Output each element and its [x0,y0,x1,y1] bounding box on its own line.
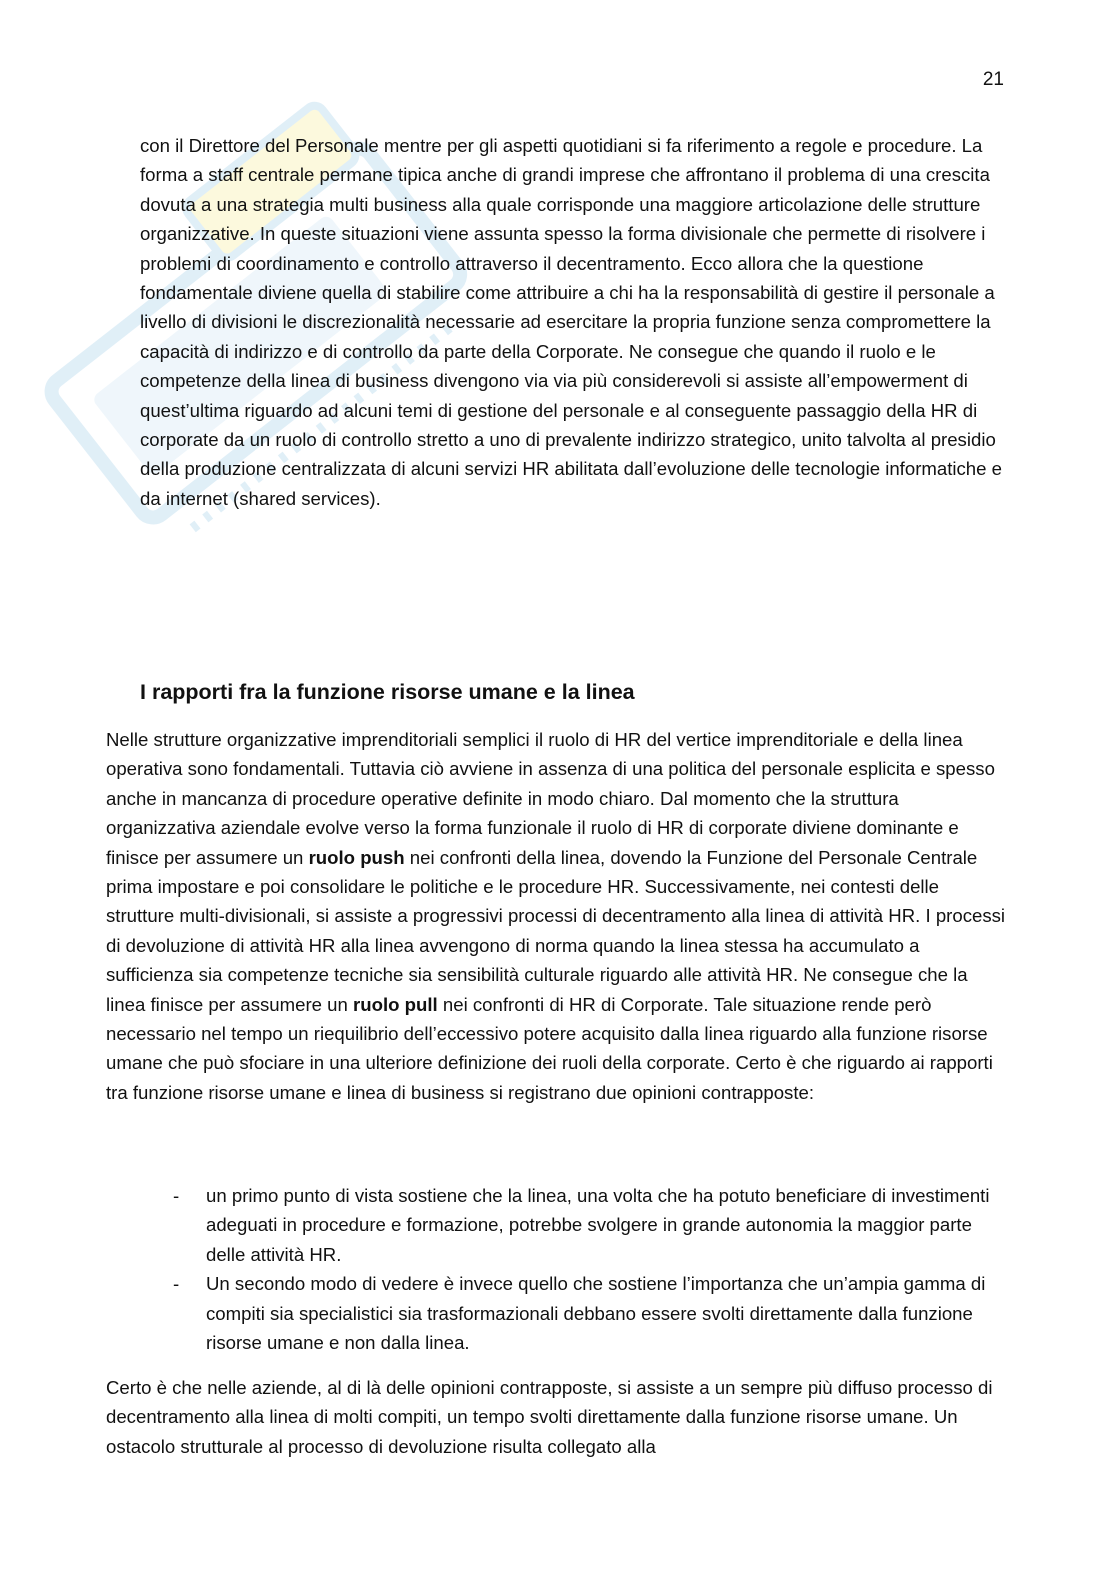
list-item-text: un primo punto di vista sostiene che la linea, una volta che ha potuto beneficiare di investimenti adeguati in procedure e formazione, potrebbe svolgere in grande autonomia la maggior parte delle attività HR. [206,1185,990,1265]
paragraph-text: Nelle strutture organizzative imprenditoriali semplici il ruolo di HR del vertice imprenditoriale e della linea operativa sono fondamentali. Tuttavia ciò avviene in assenza di una politica del personale esplicita e spesso anche in mancanza di procedure operative definite in modo chiaro. Dal momento che la struttura organizzativa aziendale evolve verso la forma funzionale il ruolo di HR di corporate diviene dominante e finisce per assumere un [106,729,995,868]
page-number: 21 [982,69,1004,90]
section-heading: I rapporti fra la funzione risorse umane e la linea [140,680,635,704]
list-item [106,1269,1010,1357]
list-item [106,1181,1010,1269]
paragraph-text: nei confronti della linea, dovendo la Funzione del Personale Centrale prima impostare e poi consolidare le politiche e le procedure HR. Successivamente, nei contesti delle strutture multi-divisionali, si assiste a progressivi processi di decentramento alla linea di attività HR. I processi di devoluzione di attività HR alla linea avvengono di norma quando la linea stessa ha accumulato a sufficienza sia competenze tecniche sia sensibilità culturale riguardo alle attività HR. Ne consegue che la linea finisce per assumere un [106,846,1006,1015]
paragraph-text: nei confronti di HR di Corporate. Tale situazione rende però necessario nel tempo un riequilibrio dell’eccessivo potere acquisito dalla linea riguardo alla funzione risorse umane che può sfociare in una ulteriore definizione dei ruoli della corporate. Certo è che riguardo ai rapporti tra funzione risorse umane e linea di business si registrano due opinioni contrapposte: [106,993,993,1103]
list-marker: - [173,1185,180,1206]
paragraph-intro [106,725,1010,1107]
bold-term-pull: ruolo pull [353,993,438,1015]
list-marker: - [173,1273,180,1295]
paragraph-closing: Certo è che nelle aziende, al di là delle opinioni contrapposte, si assiste a un sempre più diffuso processo di decentramento alla linea di molti compiti, un tempo svolti direttamente dalla funzione risorse umane. Un ostacolo strutturale al processo di devoluzione risulta collegato alla [106,1377,993,1457]
paragraph-continued: con il Direttore del Personale mentre per gli aspetti quotidiani si fa riferimento a regole e procedure. La forma a staff centrale permane tipica anche di grandi imprese che affrontano il problema di una crescita dovuta a una strategia multi business alla quale corrisponde una maggiore articolazione delle strutture organizzative. In queste situazioni viene assunta spesso la forma divisionale che permette di risolvere i problemi di coordinamento e controllo attraverso il decentramento. Ecco allora che la questione fondamentale diviene quella di stabilire come attribuire a chi ha la responsabilità di gestire il personale a livello di divisioni le discrezionalità necessarie ad esercitare la propria funzione senza compromettere la capacità di indirizzo e di controllo da parte della Corporate. Ne consegue che quando il ruolo e le competenze della linea di business divengono via via più considerevoli si assiste all’empowerment di quest’ultima riguardo ad alcuni temi di gestione del personale e al conseguente passaggio della HR di corporate da un ruolo di controllo stretto a uno di prevalente indirizzo strategico, unito talvolta al presidio della produzione centralizzata di alcuni servizi HR abilitata dall’evoluzione delle tecnologie informatiche e da internet (shared services). [140,135,1002,509]
bold-term-push: ruolo push [308,846,405,868]
opinion-list [106,1181,1010,1357]
list-item-text: Un secondo modo di vedere è invece quello che sostiene l’importanza che un’ampia gamma di compiti sia specialistici sia trasformazionali debbano essere svolti direttamente dalla funzione risorse umane e non dalla linea. [206,1273,986,1354]
